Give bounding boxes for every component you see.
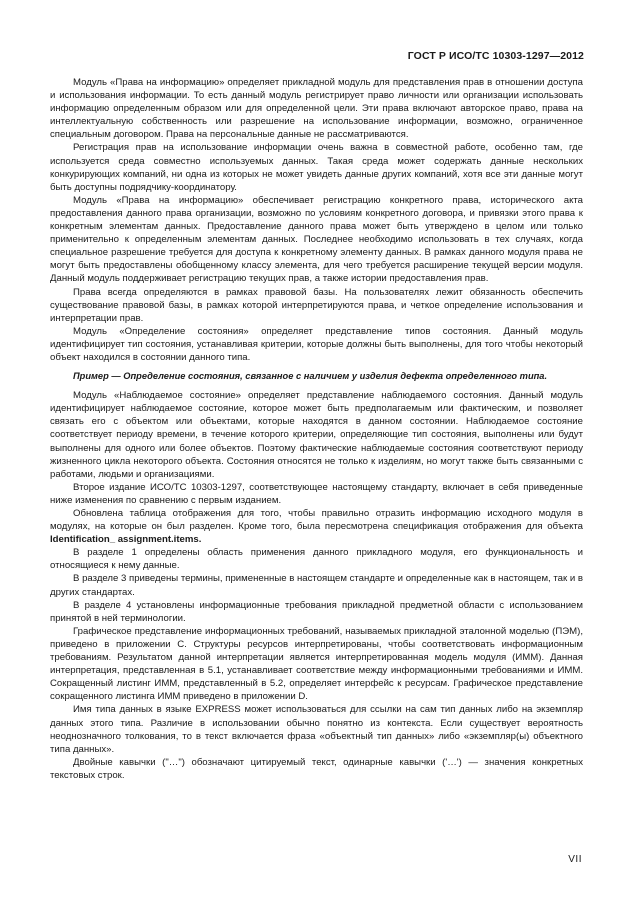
page-number: VII <box>568 854 582 865</box>
paragraph-observed-state: Модуль «Наблюдаемое состояние» определяет представление наблюдаемого состояния. Данный модуль идентифицирует наблюдаемое состояние, которое может быть предполагаемым или фактическим, и позволяет связать его с объектом или объектами, которые находятся в данном состоянии. Наблюдаемое состояние соответствует периоду времени, в течение которого критерии, определяющие тип состояния, выполнены или будут выполнены для одного или более объектов. Поэтому фактические наблюдаемые состояния соответствуют периоду жизненного цикла некоторого объекта. Состояния относятся не только к изделиям, но могут также быть связанными с работами, людьми и организациями. <box>50 390 583 480</box>
paragraph-quotes: Двойные кавычки ("…") обозначают цитируемый текст, одинарные кавычки ('…') — значения конкретных текстовых строк. <box>50 756 583 781</box>
paragraph-rights-registration: Регистрация прав на использование информации очень важна в совместной работе, особенно там, где используется среда совместно используемых данных. Такая среда может содержать данные нескольких конкурирующих компаний, ни одна из которых не может увидеть данные других компаний, хотя все эти данные могут быть доступны подрядчику-координатору. <box>50 142 583 193</box>
document-header: ГОСТ Р ИСО/ТС 10303-1297—2012 <box>407 50 584 62</box>
paragraph-section-3: В разделе 3 приведены термины, примененные в настоящем стандарте и определенные как в настоящем, так и в других стандартах. <box>50 573 583 598</box>
paragraph-information-rights: Модуль «Права на информацию» определяет прикладной модуль для представления прав в отношении доступа и использования информации. То есть данный модуль регистрирует право личности или организации использовать информацию определенным образом или для определенной цели. Эти права включают авторское право, права на интеллектуальную собственность или разрешение на использование информации, возможно, ограниченное специальным договором. Права на персональные данные не рассматриваются. <box>50 77 583 141</box>
paragraph-section-4: В разделе 4 установлены информационные требования прикладной предметной области с использованием принятой в ней терминологии. <box>50 599 583 624</box>
paragraph-state-definition: Модуль «Определение состояния» определяет представление типов состояния. Данный модуль идентифицирует тип состояния, устанавливая критерии, которые должны быть выполнены, для того чтобы некоторый объект находился в состоянии данного типа. <box>50 325 583 363</box>
example-note: Пример — Определение состояния, связанное с наличием у изделия дефекта определенного типа. <box>73 371 548 382</box>
mapping-object-name: Identification_ assignment.items. <box>50 534 202 546</box>
paragraph-second-edition: Второе издание ИСО/ТС 10303-1297, соответствующее настоящему стандарту, включает в себя приведенные ниже изменения по сравнению с первым изданием. <box>50 481 583 506</box>
paragraph-express-naming: Имя типа данных в языке EXPRESS может использоваться для ссылки на сам тип данных либо на экземпляр данных этого типа. Различие в использовании обычно понятно из контекста. Если существует вероятность неоднозначного толкования, то в текст включается фраза «объектный тип данных» либо «экземпляр(ы) объектного типа данных». <box>50 704 583 755</box>
mapping-update-text: Обновлена таблица отображения для того, чтобы правильно отразить информацию исходного модуля в модулях, на которые он был разделен. Кроме того, была пересмотрена спецификация отображения для объекта <box>50 508 583 533</box>
paragraph-rights-module: Модуль «Права на информацию» обеспечивает регистрацию конкретного права, исторического акта предоставления данного права организации, возможно по условиям конкретного договора, и привязки этого права к конкретным элементам данных. Предоставление данного права может быть утверждено в целом или только применительно к определенным элементам данных. Последнее необходимо использовать в тех случаях, когда специальное разрешение требуется для доступа к конкретному элементу данных. В рамках данного модуля права не могут быть предоставлены обобщенному классу элемента, для чего требуется расширение текущей версии модуля. Данный модуль поддерживает регистрацию текущих прав, а также истории предоставления прав. <box>50 194 583 285</box>
paragraph-mapping-update <box>50 507 583 546</box>
paragraph-section-1: В разделе 1 определены область применения данного прикладного модуля, его функциональность и относящиеся к нему данные. <box>50 547 583 572</box>
paragraph-graphical-representation: Графическое представление информационных требований, называемых прикладной эталонной моделью (ПЭМ), приведено в приложении С. Структуры ресурсов интерпретированы, чтобы соответствовать информационным требованиям. Результатом данной интерпретации является интерпретированная модель модуля (ИММ). Данная интерпретация, представленная в 5.1, устанавливает соответствие между информационными требованиями и ИММ. Сокращенный листинг ИММ, представленный в 5.2, определяет интерфейс к ресурсам. Графическое представление сокращенного листинга ИММ приведено в приложении D. <box>50 625 583 703</box>
paragraph-legal-framework: Права всегда определяются в рамках правовой базы. На пользователях лежит обязанность обеспечить существование правовой базы, в рамках которой интерпретируются права, и четкое определение использования и интерпретации прав. <box>50 286 583 324</box>
document-body <box>50 76 583 782</box>
